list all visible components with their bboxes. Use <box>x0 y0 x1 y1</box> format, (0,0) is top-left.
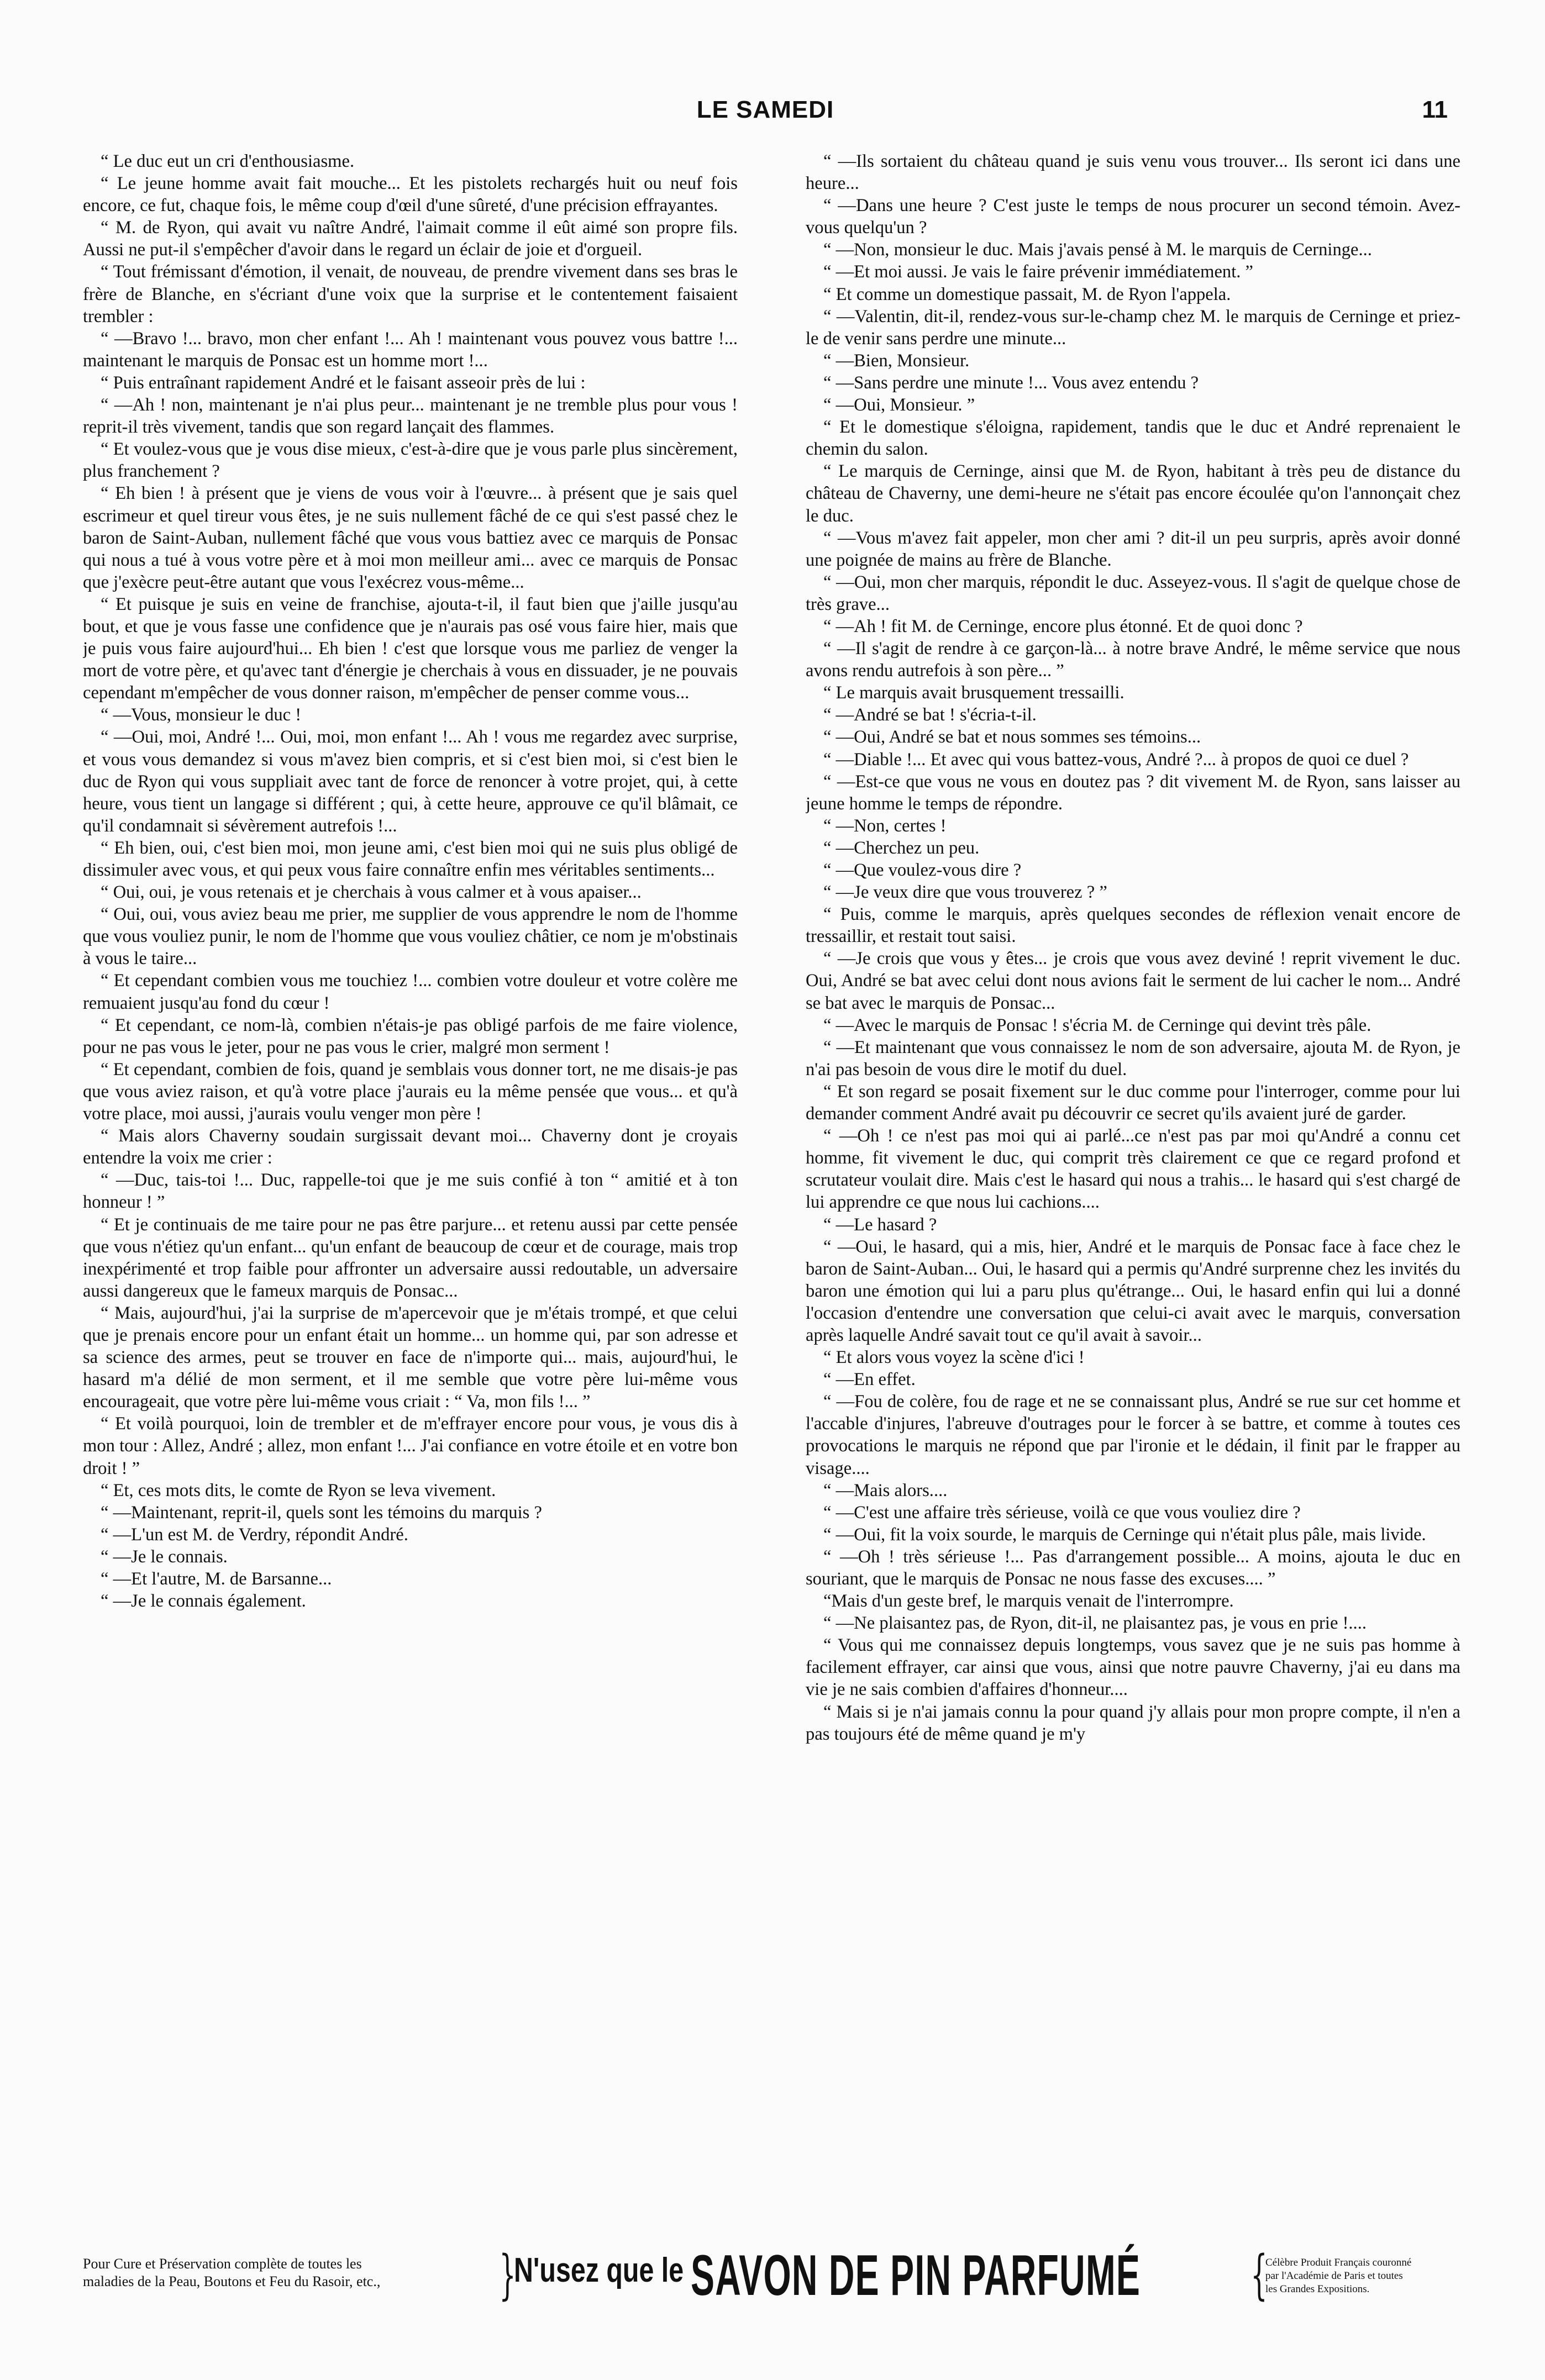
paragraph: “ —Je veux dire que vous trouverez ? ” <box>823 882 1107 903</box>
running-title: LE SAMEDI <box>696 96 834 123</box>
paragraph: “ Et cependant, ce nom-là, combien n'étais-je pas obligé parfois de me faire violence, pour ne pas vous le jeter, pour ne pas vous le crier, malgré mon serment ! <box>83 1015 738 1057</box>
paragraph: “ Eh bien ! à présent que je viens de vous voir à l'œuvre... à présent que je sais quel escrimeur et quel tireur vous êtes, je ne suis nullement fâché de ce qui s'est passé chez le baron de Saint-Auban, nullement fâché que vous vous battiez avec ce marquis de Ponsac qui nous a tué à vous votre père et à moi mon meilleur ami... avec ce marquis de Ponsac que j'exècre peut-être autant que vous l'exécrez vous-même... <box>83 483 738 592</box>
paragraph: “ —Diable !... Et avec qui vous battez-vous, André ?... à propos de quoi ce duel ? <box>823 749 1409 770</box>
paragraph: “ —Et maintenant que vous connaissez le nom de son adversaire, ajouta M. de Ryon, je n'ai pas besoin de vous dire le motif du duel. <box>806 1037 1460 1080</box>
paragraph: “ Mais, aujourd'hui, j'ai la surprise de m'apercevoir que je m'étais trompé, et que celui que je prenais encore pour un enfant était un homme... un homme qui, par son adresse et sa science des armes, peut se trouver en face de n'importe qui... mais, aujourd'hui, le hasard m'a délié de mon serment, et il me semble que votre père lui-même vous encourageait, que votre père lui-même vous criait : “ Va, mon fils !... ” <box>83 1303 738 1412</box>
paragraph: “ Et puisque je suis en veine de franchise, ajouta-t-il, il faut bien que j'aille jusqu'au bout, et que je vous fasse une confidence que je n'aurais pas osé vous faire hier, mais que je puis vous faire aujourd'hui... Eh bien ! c'est que lorsque vous me parliez de venger la mort de votre père, et qu'avec tant d'énergie je cherchais à vous en dissuader, je ne pouvais cependant m'empêcher de vous donner raison, m'empêcher de penser comme vous... <box>83 594 738 703</box>
ad-left-line: maladies de la Peau, Boutons et Feu du Rasoir, etc., <box>83 2273 381 2289</box>
paragraph: “ —Bravo !... bravo, mon cher enfant !... Ah ! maintenant vous pouvez vous battre !... maintenant le marquis de Ponsac est un homme mort !... <box>83 328 738 371</box>
paragraph: “ Tout frémissant d'émotion, il venait, de nouveau, de prendre vivement dans ses bras le frère de Blanche, en s'écriant d'une voix que la surprise et le contentement faisaient trembler : <box>83 262 738 327</box>
paragraph: “ —Et l'autre, M. de Barsanne... <box>101 1569 332 1589</box>
paragraph: “ —Ah ! fit M. de Cerninge, encore plus étonné. Et de quoi donc ? <box>823 616 1303 636</box>
paragraph: “ —Oui, fit la voix sourde, le marquis de Cerninge qui n'était plus pâle, mais livide. <box>823 1524 1426 1545</box>
paragraph: “ —Bien, Monsieur. <box>823 350 970 371</box>
paragraph: “ —Le hasard ? <box>823 1214 937 1235</box>
paragraph: “ —Sans perdre une minute !... Vous avez entendu ? <box>823 372 1199 393</box>
paragraph: “ —Maintenant, reprit-il, quels sont les témoins du marquis ? <box>101 1502 542 1523</box>
paragraph: “ Le marquis avait brusquement tressailli. <box>823 683 1124 703</box>
ad-left-text <box>83 2255 492 2291</box>
paragraph: “ —Dans une heure ? C'est juste le temps de nous procurer un second témoin. Avez-vous quelqu'un ? <box>806 196 1460 238</box>
paragraph: “ Oui, oui, vous aviez beau me prier, me supplier de vous apprendre le nom de l'homme que vous vouliez punir, le nom de l'homme que vous vouliez châtier, ce nom je m'obstinais à vous le taire... <box>83 904 738 969</box>
right-text-column <box>806 150 1460 2204</box>
paragraph: “ —Vous, monsieur le duc ! <box>101 705 302 725</box>
paragraph: “ Et le domestique s'éloigna, rapidement, tandis que le duc et André reprenaient le chemin du salon. <box>806 417 1460 460</box>
paragraph: “ —Cherchez un peu. <box>823 838 980 858</box>
paragraph: “ —Mais alors.... <box>823 1480 948 1500</box>
paragraph: “ Le duc eut un cri d'enthousiasme. <box>101 151 355 171</box>
paragraph: “ Et, ces mots dits, le comte de Ryon se leva vivement. <box>101 1480 496 1500</box>
paragraph: “ Puis, comme le marquis, après quelques secondes de réflexion venait encore de tressaillir, et restait tout saisi. <box>806 904 1460 947</box>
paragraph: “ —Est-ce que vous ne vous en doutez pas ? dit vivement M. de Ryon, sans laisser au jeune homme le temps de répondre. <box>806 771 1460 814</box>
paragraph: “ —Je le connais également. <box>101 1591 306 1612</box>
paragraph: “ —Avec le marquis de Ponsac ! s'écria M. de Cerninge qui devint très pâle. <box>823 1015 1371 1035</box>
paragraph: “ —Ils sortaient du château quand je suis venu vous trouver... Ils seront ici dans une heure... <box>806 151 1460 194</box>
page-header <box>83 93 1448 131</box>
paragraph: “ Puis entraînant rapidement André et le faisant asseoir près de lui : <box>101 372 586 393</box>
paragraph: “ Vous qui me connaissez depuis longtemps, vous savez que je ne suis pas homme à facilement effrayer, car ainsi que vous, ainsi que notre pauvre Chaverny, j'ai eu dans ma vie je ne sais combien d'affaires d'honneur.... <box>806 1635 1460 1700</box>
paragraph: “ Oui, oui, je vous retenais et je cherchais à vous calmer et à vous apaiser... <box>101 882 642 903</box>
paragraph: “ —C'est une affaire très sérieuse, voilà ce que vous vouliez dire ? <box>823 1502 1301 1523</box>
paragraph: “ —En effet. <box>823 1370 916 1390</box>
paragraph: “ Mais si je n'ai jamais connu la pour quand j'y allais pour mon propre compte, il n'en a pas toujours été de même quand je m'y <box>806 1702 1460 1744</box>
paragraph: “ Et comme un domestique passait, M. de Ryon l'appela. <box>823 284 1231 304</box>
paragraph: “ —Oh ! ce n'est pas moi qui ai parlé...ce n'est pas par moi qu'André a connu cet homme, fit vivement le duc, qui comprit très clairement ce que ce regard profond et scrutateur voulait dire. Mais c'est le hasard qui nous a trahis... le hasard qui s'est chargé de lui apprendre ce que nous lui cachions.... <box>806 1126 1460 1213</box>
ad-headline <box>514 2244 1238 2308</box>
ad-prefix: N'usez que le <box>514 2251 684 2289</box>
paragraph: “ —Fou de colère, fou de rage et ne se connaissant plus, André se rue sur cet homme et l'accable d'injures, l'abreuve d'outrages pour le forcer à se battre, et comme à toutes ces provocations le marquis ne répond que par l'ironie et le dédain, il finit par le frapper au visage.... <box>806 1392 1460 1478</box>
paragraph: “ M. de Ryon, qui avait vu naître André, l'aimait comme il eût aimé son propre fils. Aussi ne put-il s'empêcher d'avoir dans le regard un éclair de joie et d'orgueil. <box>83 218 738 260</box>
advertisement-banner <box>83 2239 1448 2308</box>
paragraph: “ —Ne plaisantez pas, de Ryon, dit-il, ne plaisantez pas, je vous en prie !.... <box>823 1613 1367 1634</box>
paragraph: “Mais d'un geste bref, le marquis venait de l'interrompre. <box>823 1591 1234 1612</box>
paragraph: “ —Je crois que vous y êtes... je crois que vous avez deviné ! reprit vivement le duc. Oui, André se bat avec celui dont nous avions fait le serment de lui cacher le nom... André se bat avec le marquis de Ponsac... <box>806 949 1460 1013</box>
paragraph: “ Et cependant, combien de fois, quand je semblais vous donner tort, ne me disais-je pas que vous aviez raison, et qu'à votre place j'aurais eu la même pensée que vous... et qu'à votre place, moi aussi, j'aurais voulu venger mon père ! <box>83 1059 738 1124</box>
paragraph: “ —Non, certes ! <box>823 815 947 836</box>
paragraph: “ Et son regard se posait fixement sur le duc comme pour l'interroger, comme pour lui demander comment André avait pu découvrir ce secret qu'ils avaient juré de garder. <box>806 1081 1460 1124</box>
brace-left-icon: } <box>499 2244 516 2306</box>
paragraph: “ —Valentin, dit-il, rendez-vous sur-le-champ chez M. le marquis de Cerninge et priez-le de venir sans perdre une minute... <box>806 306 1460 349</box>
paragraph: “ —Non, monsieur le duc. Mais j'avais pensé à M. le marquis de Cerninge... <box>823 240 1372 260</box>
left-text-column <box>83 150 738 2204</box>
paragraph: “ —Que voulez-vous dire ? <box>823 860 1022 880</box>
paragraph: “ Et alors vous voyez la scène d'ici ! <box>823 1347 1085 1368</box>
page-number: 11 <box>1422 96 1448 123</box>
ad-right-line: les Grandes Expositions. <box>1265 2283 1370 2295</box>
paragraph: “ Et voulez-vous que je vous dise mieux, c'est-à-dire que je vous parle plus sincèrement, plus franchement ? <box>83 439 738 482</box>
paragraph: “ —Duc, tais-toi !... Duc, rappelle-toi que je me suis confié à ton “ amitié et à ton honneur ! ” <box>83 1170 738 1213</box>
paragraph: “ Mais alors Chaverny soudain surgissait devant moi... Chaverny dont je croyais entendre la voix me crier : <box>83 1126 738 1168</box>
paragraph: “ —Oui, le hasard, qui a mis, hier, André et le marquis de Ponsac face à face chez le baron de Saint-Auban... Oui, le hasard qui a permis qu'André surprenne chez les invités du baron une émotion qui lui a paru plus qu'étrange... Oui, le hasard enfin qui lui a donné l'occasion d'entendre une conversation que celui-ci avait avec le marquis, conversation après laquelle André savait tout ce qu'il avait à savoir... <box>806 1236 1460 1345</box>
paragraph: “ —Je le connais. <box>101 1546 228 1567</box>
paragraph: “ —Oui, André se bat et nous sommes ses témoins... <box>823 727 1201 747</box>
paragraph: “ —Oui, moi, André !... Oui, moi, mon enfant !... Ah ! vous me regardez avec surprise, et vous vous demandez si vous m'avez bien compris, et si c'est bien moi, si c'est bien le duc de Ryon qui vous suppliait avec tant de force de renoncer à votre projet, qui, à cette heure, vous tient un langage si différent ; qui, à cette heure, approuve ce qu'il blâmait, ce qu'il condamnait si sévèrement autrefois !... <box>83 727 738 836</box>
paragraph: “ —Et moi aussi. Je vais le faire prévenir immédiatement. ” <box>823 262 1253 282</box>
paragraph: “ —Oui, Monsieur. ” <box>823 395 975 415</box>
paragraph: “ Le jeune homme avait fait mouche... Et les pistolets rechargés huit ou neuf fois encore, ce fut, chaque fois, le même coup d'œil d'une sûreté, d'une précision effrayantes. <box>83 173 738 216</box>
brace-right-icon: { <box>1250 2244 1268 2306</box>
ad-left-line: Pour Cure et Préservation complète de toutes les <box>83 2256 362 2272</box>
paragraph: “ —Il s'agit de rendre à ce garçon-là... à notre brave André, le même service que nous avons rendu autrefois à son père... ” <box>806 639 1460 681</box>
paragraph: “ —Vous m'avez fait appeler, mon cher ami ? dit-il un peu surpris, après avoir donné une poignée de mains au frère de Blanche. <box>806 528 1460 570</box>
ad-right-line: par l'Académie de Paris et toutes <box>1265 2270 1403 2282</box>
ad-product-name: SAVON DE PIN PARFUMÉ <box>691 2244 1141 2308</box>
paragraph: “ Le marquis de Cerninge, ainsi que M. de Ryon, habitant à très peu de distance du château de Chaverny, une demi-heure ne s'était pas encore écoulée qu'on l'annonçait chez le duc. <box>806 461 1460 526</box>
ad-right-text <box>1265 2256 1453 2296</box>
paragraph: “ Et je continuais de me taire pour ne pas être parjure... et retenu aussi par cette pensée que vous n'étiez qu'un enfant... qu'un enfant de beaucoup de cœur et de courage, mais trop inexpérimenté et trop faible pour affronter un adversaire aussi redoutable, un adversaire aussi dangereux que le fameux marquis de Ponsac... <box>83 1214 738 1301</box>
paragraph: “ —Ah ! non, maintenant je n'ai plus peur... maintenant je ne tremble plus pour vous ! reprit-il très vivement, tandis que son regard lançait des flammes. <box>83 395 738 438</box>
paragraph: “ —L'un est M. de Verdry, répondit André. <box>101 1524 408 1545</box>
paragraph: “ Et voilà pourquoi, loin de trembler et de m'effrayer encore pour vous, je vous dis à mon tour : Allez, André ; allez, mon enfant !... J'ai confiance en votre étoile et en votre bon droit ! ” <box>83 1414 738 1478</box>
paragraph: “ Eh bien, oui, c'est bien moi, mon jeune ami, c'est bien moi qui ne suis plus obligé de dissimuler avec vous, et qui peux vous faire connaître enfin mes véritables sentiments... <box>83 838 738 880</box>
paragraph: “ —André se bat ! s'écria-t-il. <box>823 705 1037 725</box>
paragraph: “ —Oh ! très sérieuse !... Pas d'arrangement possible... A moins, ajouta le duc en souriant, que le marquis de Ponsac ne nous fasse des excuses.... ” <box>806 1546 1460 1589</box>
paragraph: “ Et cependant combien vous me touchiez !... combien votre douleur et votre colère me remuaient jusqu'au fond du cœur ! <box>83 971 738 1013</box>
ad-right-line: Célèbre Produit Français couronné <box>1265 2257 1412 2268</box>
paragraph: “ —Oui, mon cher marquis, répondit le duc. Asseyez-vous. Il s'agit de quelque chose de très grave... <box>806 572 1460 614</box>
